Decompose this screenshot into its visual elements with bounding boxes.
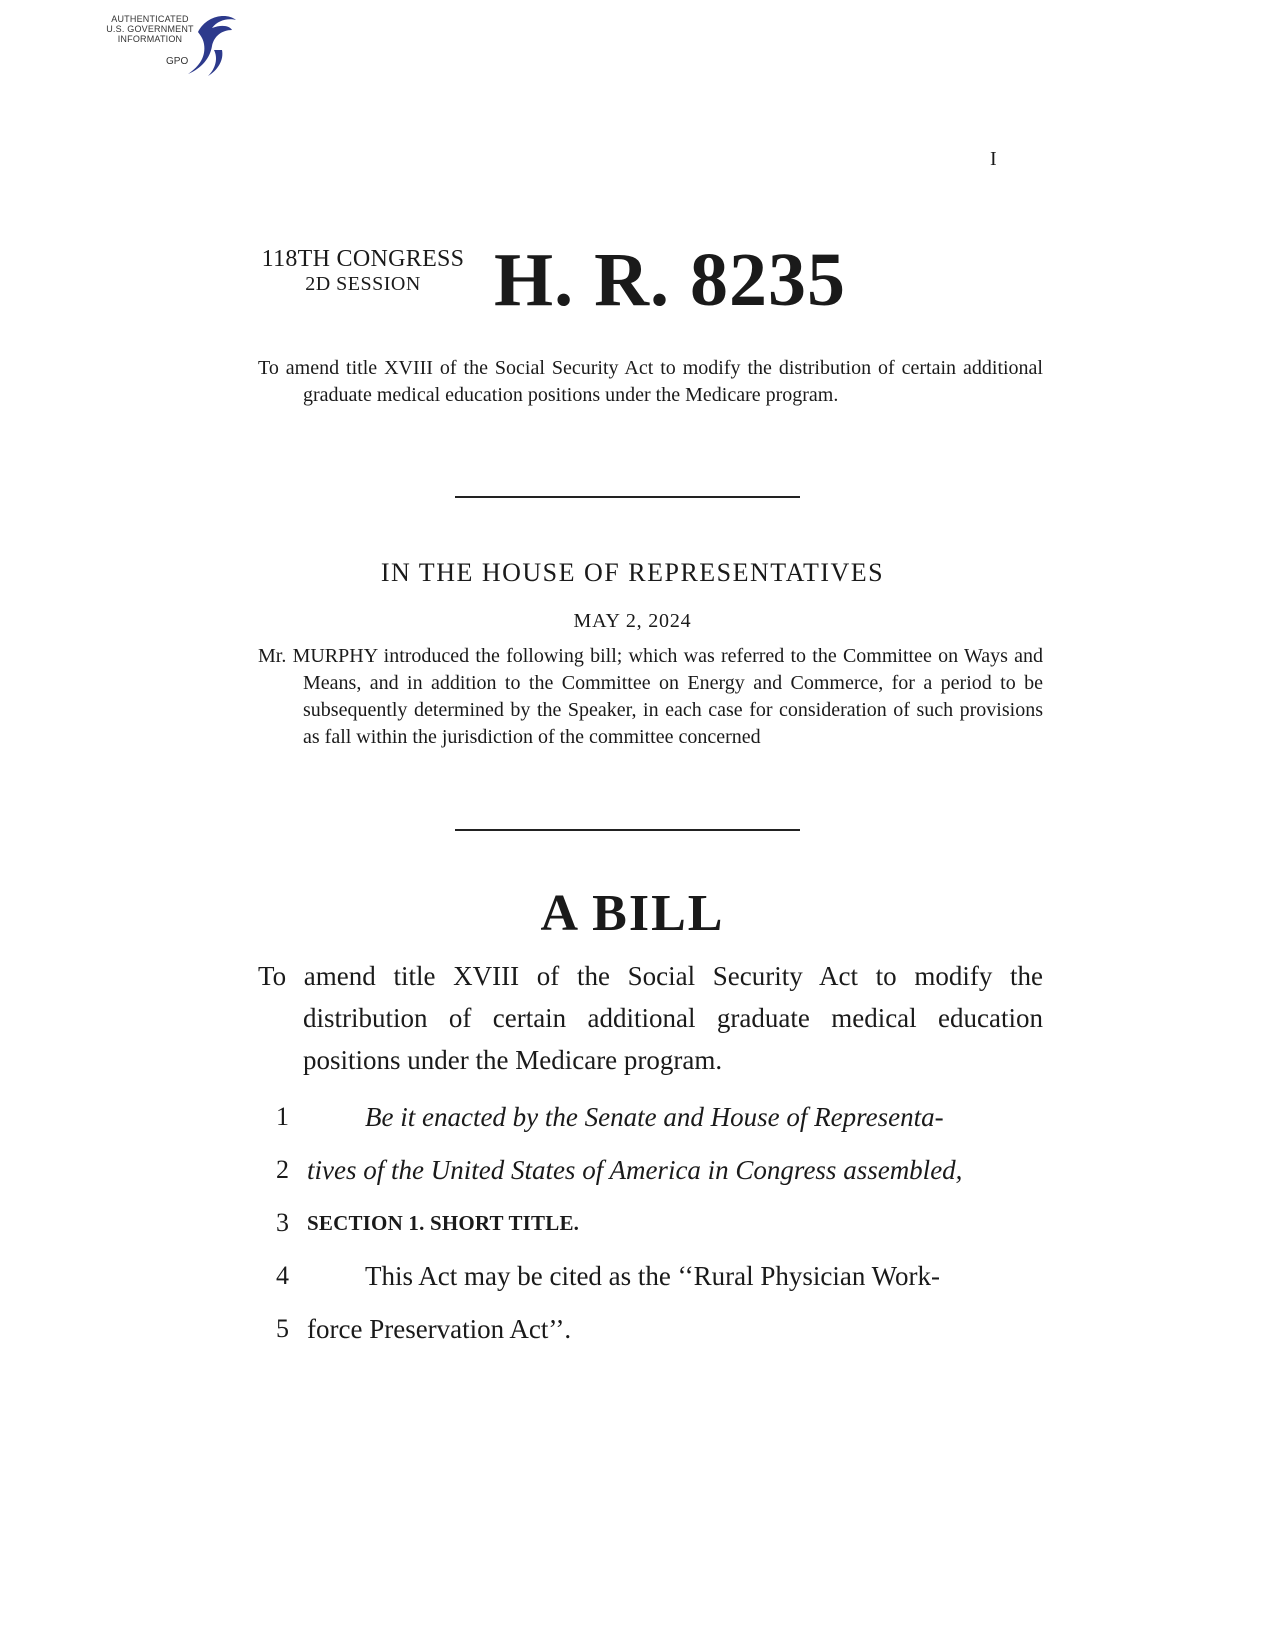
bill-line: [0, 1203, 1265, 1243]
line-number: 2: [276, 1155, 289, 1184]
line-text: tives of the United States of America in Congress assembled,: [307, 1155, 963, 1185]
bill-line: [0, 1309, 1265, 1349]
line-number: 1: [276, 1102, 289, 1131]
bill-line: [0, 1097, 1265, 1137]
eagle-icon: [178, 10, 240, 78]
congress-session-block: [258, 246, 468, 296]
a-bill-heading: A BILL: [540, 885, 725, 942]
section-heading: SECTION 1. SHORT TITLE.: [307, 1211, 580, 1235]
gpo-logo: [100, 8, 240, 78]
line-number: 3: [276, 1208, 289, 1237]
introduction-statement: Mr. MURPHY introduced the following bill; which was referred to the Committee on Ways and Means, and in addition to the Committee on Energy and Commerce, for a period to be subsequently determined by the Speaker, in each case for consideration of such provisions as fall within the jurisdiction of the committee concerned: [258, 645, 1043, 748]
bill-line: [0, 1256, 1265, 1296]
house-heading: IN THE HOUSE OF REPRESENTATIVES: [380, 558, 885, 587]
bill-title-short: To amend title XVIII of the Social Security Act to modify the distribution of certain additional graduate medical education positions under the Medicare program.: [258, 357, 1043, 406]
session-label: 2D SESSION: [305, 273, 421, 295]
line-text: Be it enacted by the Senate and House of Representa-: [365, 1102, 944, 1132]
logo-word-gpo: GPO: [166, 56, 189, 67]
bill-number: H. R. 8235: [494, 238, 846, 322]
line-number: 4: [276, 1261, 289, 1290]
bill-title-long: To amend title XVIII of the Social Security Act to modify the distribution of certain additional graduate medical education positions under the Medicare program.: [258, 961, 1043, 1075]
logo-line-government: U.S. GOVERNMENT: [106, 24, 194, 34]
page-mark: I: [990, 148, 997, 170]
introduction-date: MAY 2, 2024: [573, 610, 692, 632]
divider: [455, 496, 800, 498]
logo-line-information: INFORMATION: [117, 34, 183, 44]
congress-label: 118TH CONGRESS: [261, 246, 465, 272]
divider: [455, 829, 800, 831]
bill-line: [0, 1150, 1265, 1190]
logo-line-authenticated: AUTHENTICATED: [111, 14, 189, 24]
line-number: 5: [276, 1314, 289, 1343]
line-text: force Preservation Act’’.: [307, 1314, 572, 1344]
line-text: This Act may be cited as the ‘‘Rural Physician Work-: [365, 1261, 940, 1291]
